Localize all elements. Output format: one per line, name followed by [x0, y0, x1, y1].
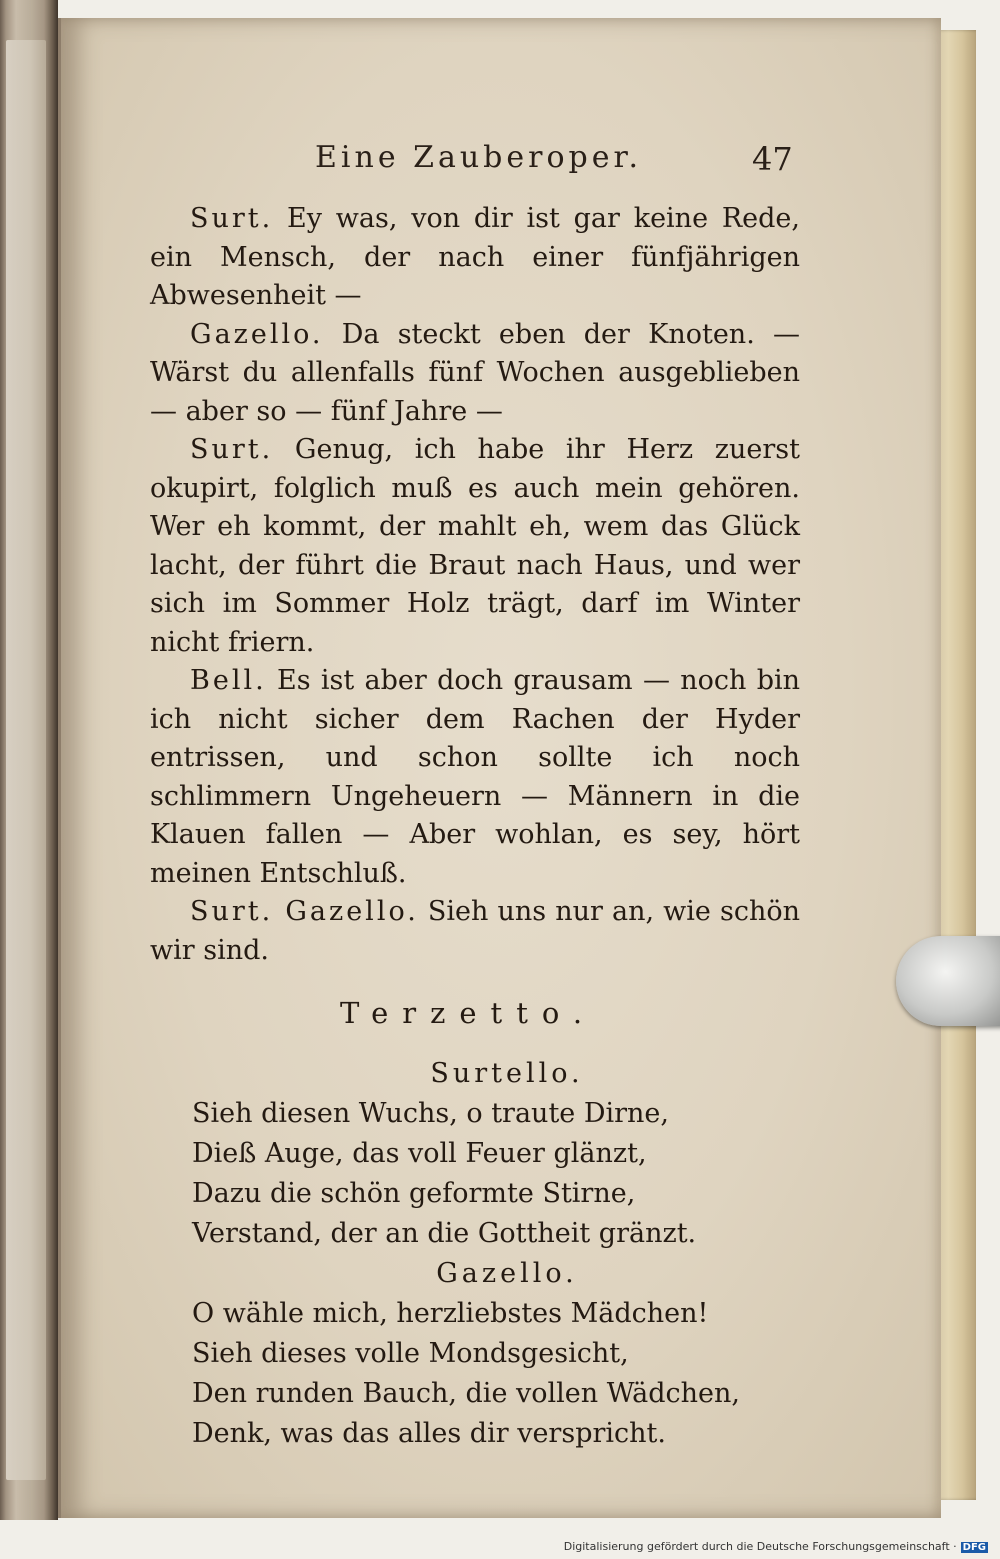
speaker-name: Surt. Gazello.: [190, 896, 419, 927]
verse-line: Dazu die schön geformte Stirne,: [192, 1178, 636, 1209]
running-head: Eine Zauberoper.: [315, 140, 643, 175]
dfg-logo-icon: DFG: [962, 1542, 986, 1553]
dialogue-text: Da steckt eben der Knoten. — Wärst du allenfalls fünf Wochen ausgeblieben — aber so — fünf Jahre —: [150, 318, 800, 427]
dialogue-paragraph: [150, 316, 800, 432]
dialogue-text: Es ist aber doch grausam — noch bin ich nicht sicher dem Rachen der Hyder entrissen, und schon sollte ich noch schlimmern Ungeheuern — Männern in die Klauen fallen — Aber wohlan, es sey, hört meinen Entschluß.: [150, 665, 800, 889]
verse-speaker: Gazello.: [436, 1258, 578, 1289]
verse-line: Sieh diesen Wuchs, o traute Dirne,: [192, 1098, 669, 1129]
verse-line: Dieß Auge, das voll Feuer glänzt,: [192, 1138, 647, 1169]
verse-line: Den runden Bauch, die vollen Wädchen,: [192, 1378, 740, 1409]
dialogue-paragraph: [150, 200, 800, 316]
dialogue-paragraph: [150, 662, 800, 893]
verse-line: Verstand, der an die Gottheit gränzt.: [192, 1218, 697, 1249]
verse-block-surtello: [192, 1054, 792, 1454]
verse-speaker: Surtello.: [430, 1058, 584, 1089]
credit-text: Digitalisierung gefördert durch die Deutsche Forschungsgemeinschaft ·: [563, 1540, 957, 1553]
speaker-name: Surt.: [190, 434, 274, 465]
verse-line: Denk, was das alles dir verspricht.: [192, 1418, 666, 1449]
section-title: Terzetto.: [340, 996, 597, 1030]
dialogue-text: Sieh uns nur an, wie schön wir sind.: [150, 896, 800, 966]
page-number: 47: [752, 140, 793, 178]
verse-line: O wähle mich, herzliebstes Mädchen!: [192, 1298, 709, 1329]
speaker-name: Bell.: [190, 665, 267, 696]
dialogue-block: [150, 200, 800, 970]
speaker-name: Gazello.: [190, 318, 324, 350]
dialogue-text: Genug, ich habe ihr Herz zuerst okupirt, folglich muß es auch mein gehören. Wer eh kommt, der mahlt eh, wem das Glück lacht, der führt die Braut nach Haus, und wer sich im Sommer Holz trägt, darf im Winter nicht friern.: [150, 434, 800, 658]
speaker-name: Surt.: [190, 203, 274, 234]
verse-line: Sieh dieses volle Mondsgesicht,: [192, 1338, 629, 1369]
dialogue-paragraph: [150, 431, 800, 662]
digitization-credit: [564, 1540, 988, 1553]
dialogue-paragraph: [150, 893, 800, 970]
dialogue-text: Ey was, von dir ist gar keine Rede, ein Mensch, der nach einer fünfjährigen Abwesenheit —: [150, 203, 800, 311]
page-clip-icon: [896, 936, 1000, 1026]
left-page-edge: [6, 40, 46, 1480]
